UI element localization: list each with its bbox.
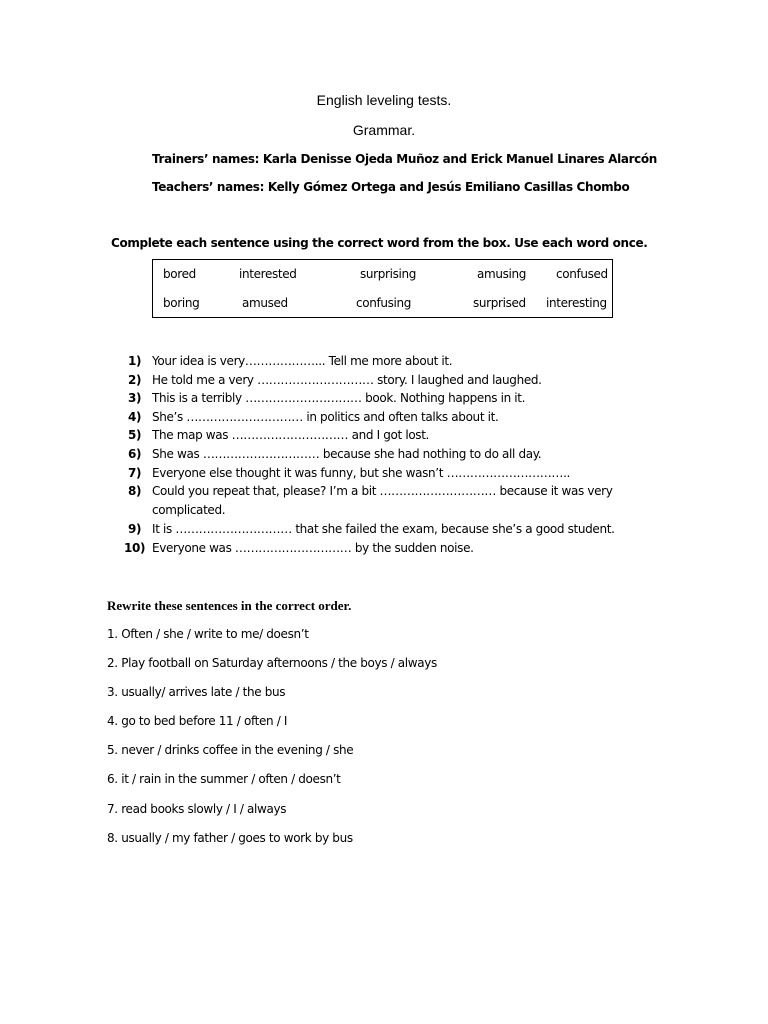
teachers-names: Teachers’ names: Kelly Gómez Ortega and Jesús Emiliano Casillas Chombo <box>152 180 630 194</box>
sentence-number: 7) <box>128 466 142 480</box>
sentence-number: 4) <box>128 410 142 424</box>
sentence-text: The map was ………………………… and I got lost. <box>152 428 430 442</box>
sentence-number: 3) <box>128 391 142 405</box>
sentence-number: 5) <box>128 428 142 442</box>
sentence-number: 6) <box>128 447 142 461</box>
sentence-number: 10) <box>124 541 146 555</box>
word-box-word: surprised <box>473 296 526 310</box>
sentence-text: He told me a very ………………………… story. I laughed and laughed. <box>152 373 542 387</box>
reorder-item: 5. never / drinks coffee in the evening / she <box>107 743 354 757</box>
document-subtitle: Grammar. <box>352 122 416 138</box>
reorder-item: 1. Often / she / write to me/ doesn’t <box>107 627 309 641</box>
reorder-item: 3. usually/ arrives late / the bus <box>107 685 286 699</box>
reorder-item: 6. it / rain in the summer / often / doesn’t <box>107 772 341 786</box>
sentence-number: 1) <box>128 354 142 368</box>
section1-heading: Complete each sentence using the correct word from the box. Use each word once. <box>111 236 648 250</box>
word-box <box>152 259 613 318</box>
sentence-number: 2) <box>128 373 142 387</box>
sentence-text: She’s ………………………… in politics and often talks about it. <box>152 410 499 424</box>
section2-heading: Rewrite these sentences in the correct order. <box>107 598 352 613</box>
sentence-text: Could you repeat that, please? I’m a bit ………………………… because it was very <box>152 484 613 498</box>
word-box-word: amused <box>242 296 288 310</box>
word-box-word: boring <box>163 296 200 310</box>
sentence-text: She was ………………………… because she had nothing to do all day. <box>152 447 542 461</box>
sentence-text-continued: complicated. <box>152 503 226 517</box>
reorder-item: 4. go to bed before 11 / often / I <box>107 714 288 728</box>
document-title: English leveling tests. <box>316 92 452 108</box>
word-box-word: interested <box>239 267 297 281</box>
sentence-number: 9) <box>128 522 142 536</box>
word-box-word: interesting <box>546 296 607 310</box>
sentence-text: Everyone was ………………………… by the sudden noise. <box>152 541 474 555</box>
word-box-word: confused <box>556 267 608 281</box>
sentence-text: It is ………………………… that she failed the exam, because she’s a good student. <box>152 522 615 536</box>
word-box-word: amusing <box>477 267 527 281</box>
sentence-number: 8) <box>128 484 142 498</box>
reorder-item: 2. Play football on Saturday afternoons / the boys / always <box>107 656 437 670</box>
reorder-item: 8. usually / my father / goes to work by bus <box>107 831 353 845</box>
sentence-text: Everyone else thought it was funny, but she wasn’t ………………………….. <box>152 466 571 480</box>
word-box-word: confusing <box>356 296 412 310</box>
sentence-text: This is a terribly ………………………… book. Nothing happens in it. <box>152 391 526 405</box>
word-box-word: surprising <box>360 267 416 281</box>
trainers-names: Trainers’ names: Karla Denisse Ojeda Muñoz and Erick Manuel Linares Alarcón <box>152 152 657 166</box>
word-box-word: bored <box>163 267 196 281</box>
reorder-item: 7. read books slowly / I / always <box>107 802 287 816</box>
sentence-text: Your idea is very………………... Tell me more about it. <box>152 354 453 368</box>
